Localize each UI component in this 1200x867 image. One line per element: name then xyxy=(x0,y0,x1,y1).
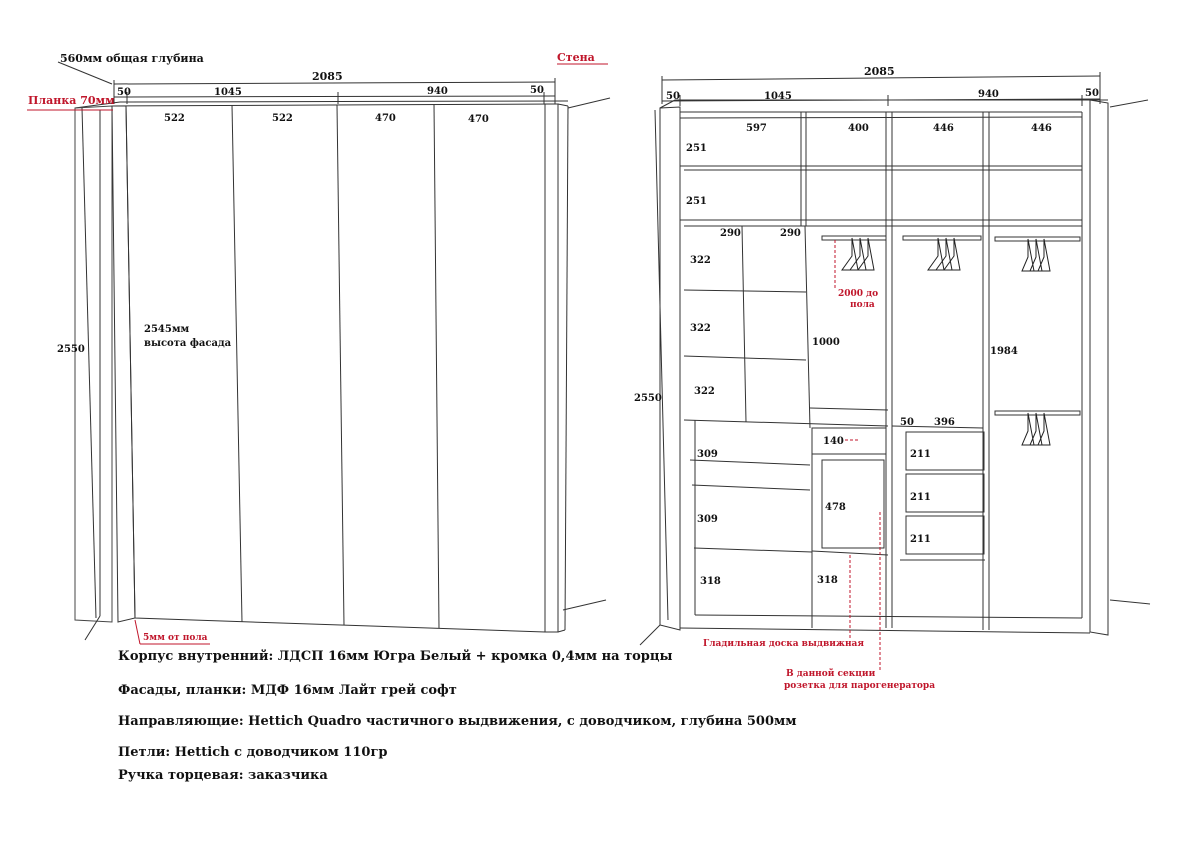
drawer-offset: 50 xyxy=(900,417,914,428)
door-width-4: 470 xyxy=(468,114,489,125)
front-dim-940: 940 xyxy=(427,86,448,97)
board-box-height: 478 xyxy=(825,502,846,513)
section-width-1: 597 xyxy=(746,123,767,134)
small-col-width-1: 290 xyxy=(720,228,741,239)
interior-dim-left: 50 xyxy=(666,91,680,102)
planka-label: Планка 70мм xyxy=(28,94,115,107)
section-width-4: 446 xyxy=(1031,123,1052,134)
shelf-height-1: 251 xyxy=(686,143,707,154)
socket-label: В данной секции xyxy=(786,669,876,679)
right-hang-height: 1984 xyxy=(990,346,1018,357)
section-width-3: 446 xyxy=(933,123,954,134)
shelf-height-2: 251 xyxy=(686,196,707,207)
facade-height-caption: высота фасада xyxy=(144,338,232,349)
drawer-height-3: 211 xyxy=(910,534,931,545)
interior-view xyxy=(640,72,1150,645)
hanger-icon xyxy=(842,238,1050,445)
front-overall-width: 2085 xyxy=(312,70,343,83)
front-dim-right: 50 xyxy=(530,85,544,96)
door-width-3: 470 xyxy=(375,113,396,124)
ironing-board-label: Гладильная доска выдвижная xyxy=(703,639,865,649)
small-col-height-2: 322 xyxy=(690,323,711,334)
small-col-width-2: 290 xyxy=(780,228,801,239)
lower-height-3: 318 xyxy=(700,576,721,587)
small-col-height-3: 322 xyxy=(694,386,715,397)
floor-gap-label: 5мм от пола xyxy=(143,633,208,643)
small-col-height-1: 322 xyxy=(690,255,711,266)
drawer-height-1: 211 xyxy=(910,449,931,460)
spec-note-carcass: Корпус внутренний: ЛДСП 16мм Югра Белый + кромка 0,4мм на торцы xyxy=(118,649,673,664)
socket-label-2: розетка для парогенератора xyxy=(784,681,936,691)
interior-overall-width: 2085 xyxy=(864,65,895,78)
spec-note-handle: Ручка торцевая: заказчика xyxy=(118,768,328,783)
mid-box-height: 140 xyxy=(823,436,844,447)
facade-height: 2545мм xyxy=(144,324,190,335)
drawer-height-2: 211 xyxy=(910,492,931,503)
rail-height-label: 2000 до xyxy=(838,289,879,299)
front-dim-left: 50 xyxy=(117,87,131,98)
hang-height-mid: 1000 xyxy=(812,337,840,348)
door-width-2: 522 xyxy=(272,113,293,124)
rail-height-label-2: пола xyxy=(850,300,875,310)
door-width-1: 522 xyxy=(164,113,185,124)
lower-height-1: 309 xyxy=(697,449,718,460)
front-view xyxy=(58,62,610,640)
drawer-section-width: 396 xyxy=(934,417,955,428)
spec-note-facades: Фасады, планки: МДФ 16мм Лайт грей софт xyxy=(118,683,457,698)
depth-label: 560мм общая глубина xyxy=(60,52,204,65)
interior-dim-right: 50 xyxy=(1085,88,1099,99)
wall-label: Стена xyxy=(557,51,595,64)
section-width-2: 400 xyxy=(848,123,869,134)
interior-dim-1045: 1045 xyxy=(764,91,792,102)
interior-dim-940: 940 xyxy=(978,89,999,100)
spec-note-hinges: Петли: Hettich с доводчиком 110гр xyxy=(118,745,388,760)
mid-bottom-height: 318 xyxy=(817,575,838,586)
front-height: 2550 xyxy=(57,344,85,355)
interior-height: 2550 xyxy=(634,393,662,404)
front-dim-1045: 1045 xyxy=(214,87,242,98)
lower-height-2: 309 xyxy=(697,514,718,525)
spec-note-runners: Направляющие: Hettich Quadro частичного выдвижения, с доводчиком, глубина 500мм xyxy=(118,714,797,729)
